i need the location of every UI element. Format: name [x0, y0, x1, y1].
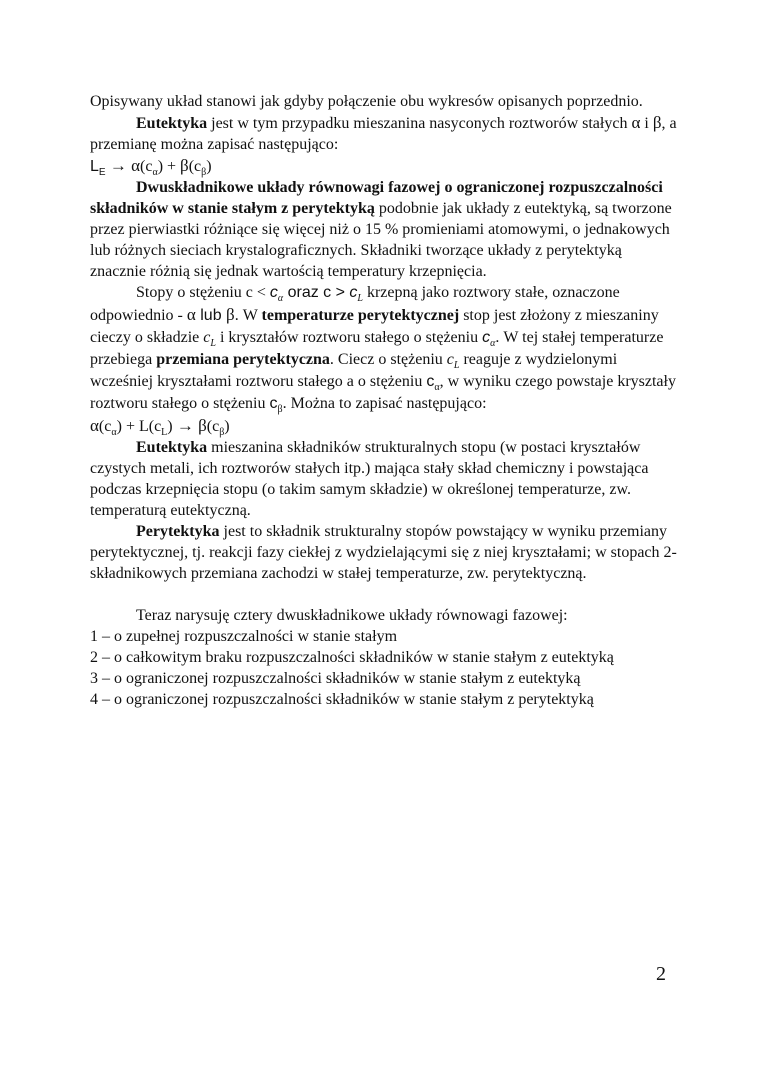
equation-eutectic: $L_E \to \alpha(c_\alpha) + \beta(c_\beta)$: [90, 156, 212, 179]
list-item: 3 – o ograniczonej rozpuszczalności składników w stanie stałym z eutektyką: [90, 670, 581, 687]
list-item: 1 – o zupełnej rozpuszczalności w stanie stałym: [90, 628, 398, 645]
list-item: 4 – o ograniczonej rozpuszczalności składników w stanie stałym z perytektyką: [90, 691, 594, 708]
paragraph-eutectic-structure: Eutektyka mieszanina składników strukturalnych stopu (w postaci kryształów czystych metali, ich roztworów stałych itp.) mająca stały skład chemiczny i powstająca podczas krzepnięcia stopu (o takim samym składzie) w określonej temperaturze, zw. temperaturą eutektyczną.: [90, 439, 649, 519]
paragraph-peritectic-structure: Perytektyka jest to składnik strukturalny stopów powstający w wyniku przemiany perytektycznej, tj. reakcji fazy ciekłej z wydzielającymi się z niej kryształami; w stopach 2-składnikowych przemiana zachodzi w stałej temperaturze, zw. perytektyczną.: [90, 523, 677, 582]
equation-peritectic: $\alpha(c_\alpha) + L(c_L) \to \beta(c_\beta)$: [90, 416, 230, 439]
term-eutectic-2: Eutektyka: [136, 439, 208, 456]
term-peritectic-temperature: temperaturze perytektycznej: [261, 307, 460, 324]
list-item: 2 – o całkowitym braku rozpuszczalności składników w stanie stałym z eutektyką: [90, 649, 614, 666]
paragraph-peritectic-systems: Dwuskładnikowe układy równowagi fazowej o ograniczonej rozpuszczalności składników w stanie stałym z perytektyką podobnie jak układy z eutektyką, są tworzone przez pierwiastki różniące się więcej niż o 15 % promieniami atomowymi, o jednakowych lub różnych sieciach krystalograficznych. Składniki tworzące układy z perytektyką znacznie różnią się jednak wartością temperatury krzepnięcia.: [90, 179, 672, 280]
paragraph-spacer: [90, 584, 680, 605]
page-number: 2: [656, 963, 666, 985]
term-peritectic-transformation: przemiana perytektyczna: [156, 351, 330, 368]
term-eutectic: Eutektyka: [136, 115, 208, 132]
document-body: [90, 91, 680, 710]
paragraph-list-intro: Teraz narysuję cztery dwuskładnikowe układy równowagi fazowej:: [136, 607, 568, 624]
paragraph-eutectic-definition: Eutektyka jest w tym przypadku mieszanina nasyconych roztworów stałych α i β, a przemianę można zapisać następująco:: [90, 113, 677, 153]
paragraph-intro: Opisywany układ stanowi jak gdyby połączenie obu wykresów opisanych poprzednio.: [90, 93, 643, 110]
heading-peritectic-systems: Dwuskładnikowe układy równowagi fazowej o ograniczonej rozpuszczalności składników w stanie stałym z perytektyką: [90, 179, 663, 217]
term-peritectic: Perytektyka: [136, 523, 220, 540]
paragraph-peritectic-alloys: Stopy o stężeniu $c < c_\alpha$ oraz $c > c_L$ krzepną jako roztwory stałe, oznaczone odpowiednio - α lub β. W temperaturze perytektycznej stop jest złożony z mieszaniny cieczy o składzie $c_L$ i kryształów roztworu stałego o stężeniu $c_\alpha$. W tej stałej temperaturze przebiega przemiana perytektyczna. Ciecz o stężeniu $c_L$ reaguje z wydzielonymi wcześniej kryształami roztworu stałego a o stężeniu $c_\alpha$, w wyniku czego powstaje kryształy roztworu stałego o stężeniu $c_\beta$. Można to zapisać następująco:: [90, 284, 676, 416]
